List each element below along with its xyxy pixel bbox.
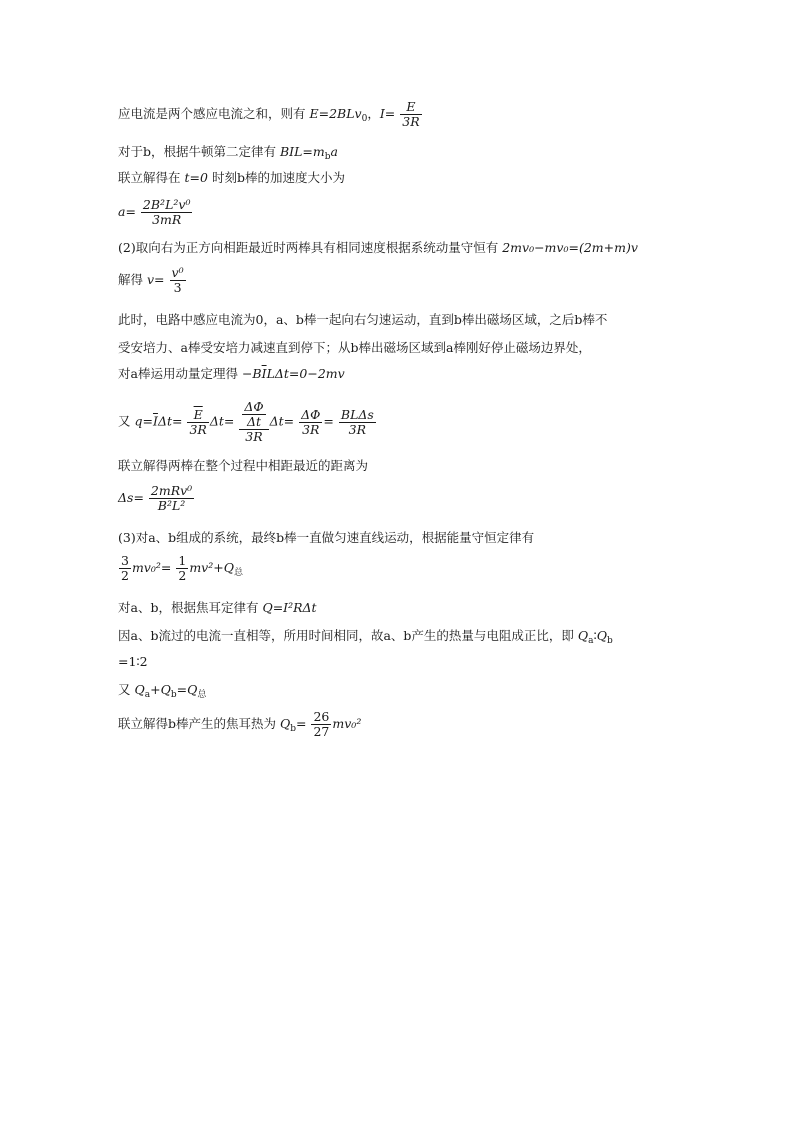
line-heat-ratio: [118, 628, 613, 649]
numerator: 1: [178, 553, 187, 568]
equation-tail: mv₀²: [332, 716, 362, 731]
numerator: BLΔs: [340, 406, 374, 422]
text-rest: 时刻b棒的加速度大小为: [211, 170, 345, 185]
fraction-three-halves: [119, 554, 131, 583]
text: 联立解得b棒产生的焦耳热为: [118, 716, 277, 731]
numerator: 26: [313, 709, 330, 724]
denominator: 3: [170, 280, 186, 295]
text: (2)取向右为正方向相距最近时两棒具有相同速度根据系统动量守恒有: [118, 240, 499, 255]
term-1: mv₀²=: [131, 560, 172, 575]
line-induced-current: [118, 100, 423, 129]
numerator: 3: [121, 553, 129, 568]
line-energy-equation: [118, 554, 243, 583]
fraction-acceleration: [141, 198, 193, 227]
text: =1∶2: [118, 654, 148, 669]
line-newton-second-law: [118, 144, 338, 165]
equation: Q=I²RΔt: [262, 600, 317, 615]
mean-current-symbol: $\overline{I}$: [152, 413, 158, 429]
fraction-flux-rate: [239, 400, 268, 444]
text: 又: [118, 413, 131, 429]
fraction-distance: [149, 484, 194, 513]
line-momentum-theorem: [118, 366, 345, 382]
line-closest-distance-intro: [118, 458, 368, 474]
line-energy-conservation-intro: [118, 530, 534, 546]
denominator: 3R: [239, 429, 268, 444]
fraction-26-over-27: [311, 710, 331, 739]
subscript: b: [324, 152, 331, 162]
lhs: Δs=: [118, 490, 144, 505]
line-heat-ratio-value: [118, 654, 148, 670]
subscript: 0: [361, 114, 368, 124]
subscript-b: b: [290, 724, 297, 734]
text: 对a、b，根据焦耳定律有: [118, 600, 259, 615]
lhs: v=: [147, 272, 165, 287]
line-closest-distance-formula: [118, 484, 195, 513]
text: (3)对a、b组成的系统，最终b棒一直做匀速直线运动，根据能量守恒定律有: [118, 530, 535, 545]
term-2: mv²+Q: [189, 560, 234, 575]
denominator: 27: [313, 724, 330, 739]
subscript-b: b: [607, 636, 613, 646]
text: 联立解得两棒在整个过程中相距最近的距离为: [118, 458, 369, 473]
equals-total: =Q: [176, 682, 198, 697]
subscript-total: 总: [233, 568, 243, 578]
numerator: [239, 400, 268, 429]
denominator: 3R: [402, 114, 420, 129]
denominator: 3R: [299, 422, 322, 437]
numerator: E: [406, 99, 416, 114]
line-heat-sum: [118, 682, 206, 703]
numerator: 2B²L²v⁰: [142, 197, 191, 212]
lhs: a=: [118, 204, 136, 219]
inner-fraction: [242, 400, 265, 429]
line-acceleration-formula: [118, 198, 193, 227]
fraction-displacement: [339, 408, 376, 437]
denominator: 3mR: [141, 212, 193, 227]
equation-emf: E=2BLv: [309, 106, 362, 121]
line-solve-acceleration: [118, 170, 345, 186]
equation-tail: LΔt=0−2mv: [266, 366, 345, 381]
q-b: Q: [596, 628, 608, 643]
plus: +: [150, 682, 161, 697]
denominator: B²L²: [149, 498, 194, 513]
line-common-velocity: [118, 266, 187, 295]
line-charge-derivation: [118, 400, 377, 444]
inner-denominator: Δt: [242, 414, 265, 429]
line-explanation-2: [118, 340, 591, 356]
denominator: 3R: [189, 421, 207, 437]
numerator: $\overline{E}$: [193, 406, 203, 422]
mean-current-symbol: $\overline{I}$: [261, 366, 267, 381]
q-a: Q: [577, 628, 589, 643]
q-a: Q: [134, 682, 145, 697]
line-explanation-1: [118, 312, 607, 328]
numerator: v⁰: [171, 265, 184, 280]
equation-current: I=: [379, 106, 396, 121]
numerator: ΔΦ: [301, 406, 321, 422]
equation-tail: a: [330, 144, 338, 159]
delta-t-3: Δt=: [269, 413, 295, 429]
charge-lhs: q=: [134, 413, 153, 429]
line-final-answer: [118, 710, 361, 739]
fraction-velocity: [170, 266, 186, 295]
text: 联立解得在: [118, 170, 181, 185]
delta-t-1: Δt=: [157, 413, 183, 429]
q-b: Q: [280, 716, 291, 731]
separator: ，: [367, 106, 380, 121]
text: 受安培力、a棒受安培力减速直到停下；从b棒出磁场区域到a棒刚好停止磁场边界处，: [118, 340, 591, 355]
text: 对a棒运用动量定理得: [118, 366, 238, 381]
line-joule-law: [118, 600, 317, 616]
fraction-one-half: [176, 554, 188, 583]
denominator: 2: [121, 568, 129, 583]
numerator: 2mRv⁰: [150, 483, 193, 498]
inner-numerator: ΔΦ: [244, 399, 264, 414]
equals: =: [323, 413, 334, 429]
equation-head: −B: [241, 366, 262, 381]
subscript-b: b: [170, 690, 177, 700]
text: 应电流是两个感应电流之和，则有: [118, 106, 306, 121]
text: 因a、b流过的电流一直相等，所用时间相同，故a、b产生的热量与电阻成正比，即: [118, 628, 574, 643]
ratio-colon: ∶: [593, 628, 597, 643]
equation: 2mv₀−mv₀=(2m+m)v: [502, 240, 638, 255]
denominator: 3R: [339, 422, 376, 437]
line-momentum-conservation: [118, 240, 638, 256]
delta-t-2: Δt=: [209, 413, 235, 429]
text: 解得: [118, 272, 144, 287]
equation: BIL=m: [280, 144, 325, 159]
text: 此时，电路中感应电流为0，a、b棒一起向右匀速运动，直到b棒出磁场区域，之后b棒不: [118, 312, 608, 327]
subscript-total: 总: [197, 690, 207, 700]
equals: =: [296, 716, 307, 731]
text: 又: [118, 682, 131, 697]
subscript-a: a: [588, 636, 594, 646]
fraction-mean-emf: [187, 408, 208, 437]
subscript-a: a: [144, 690, 151, 700]
fraction-flux: [299, 408, 322, 437]
fraction-e-over-3r: [400, 100, 421, 129]
time-zero: t=0: [184, 170, 208, 185]
denominator: 2: [178, 568, 187, 583]
text: 对于b，根据牛顿第二定律有: [118, 144, 277, 159]
q-b: Q: [160, 682, 171, 697]
